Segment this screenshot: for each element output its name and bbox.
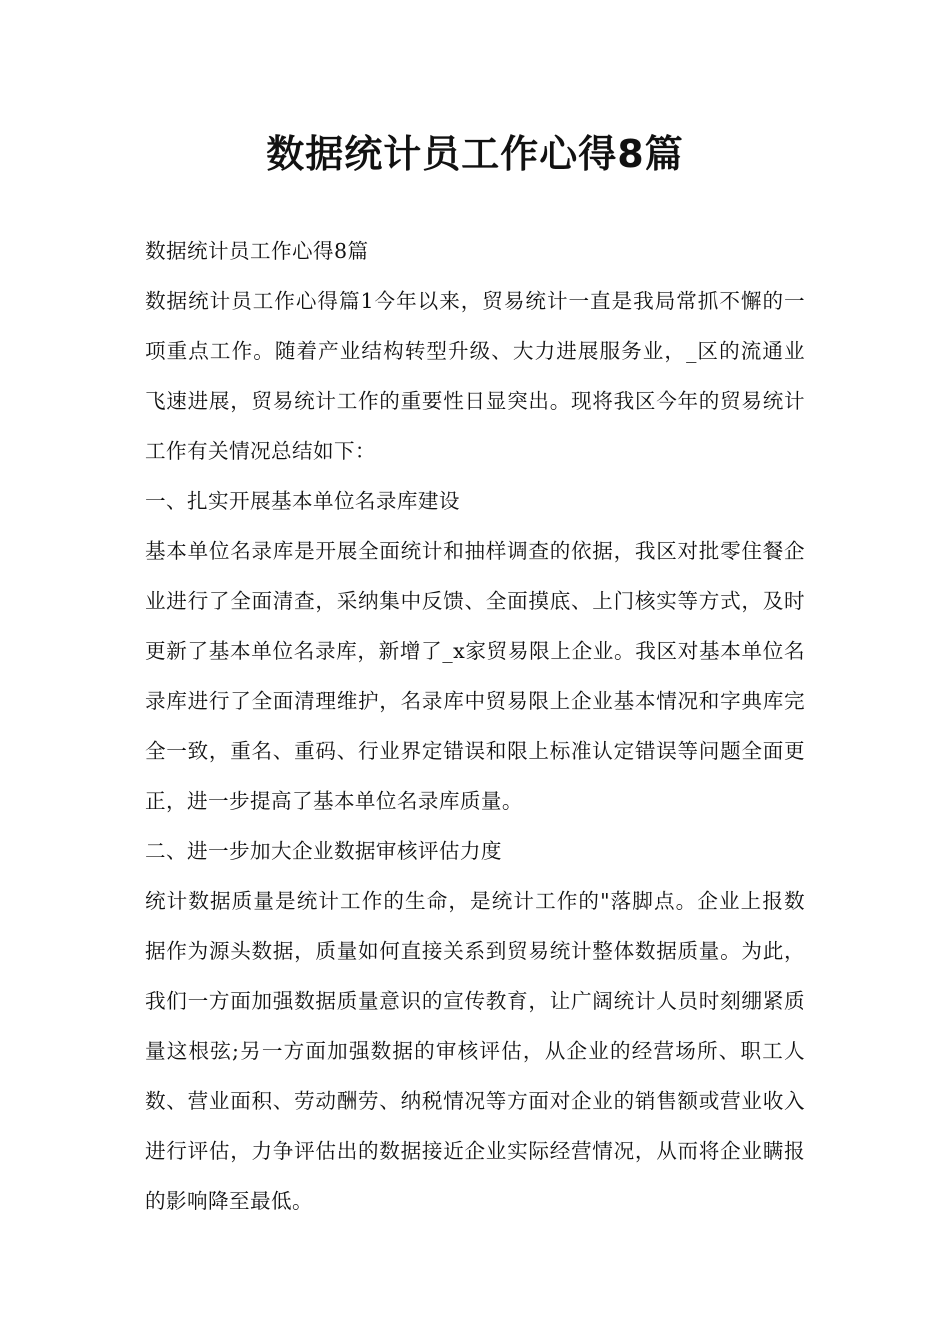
document-title: 数据统计员工作心得8篇 [266, 132, 684, 176]
paragraph-section-1: 基本单位名录库是开展全面统计和抽样调查的依据，我区对批零住餐企业进行了全面清查，采纳集中反馈、全面摸底、上门核实等方式，及时更新了基本单位名录库，新增了_x家贸易限上企业。我区对基本单位名录库进行了全面清理维护，名录库中贸易限上企业基本情况和字典库完全一致，重名、重码、行业界定错误和限上标准认定错误等问题全面更正，进一步提高了基本单位名录库质量。 [145, 539, 805, 813]
section-heading-2: 二、进一步加大企业数据审核评估力度 [145, 839, 502, 863]
paragraph-intro: 数据统计员工作心得篇1今年以来，贸易统计一直是我局常抓不懈的一项重点工作。随着产业结构转型升级、大力进展服务业，_区的流通业飞速进展，贸易统计工作的重要性日显突出。现将我区今年的贸易统计工作有关情况总结如下： [145, 289, 805, 463]
paragraph-subtitle: 数据统计员工作心得8篇 [145, 239, 369, 263]
section-heading-1: 一、扎实开展基本单位名录库建设 [145, 489, 460, 513]
paragraph-section-2: 统计数据质量是统计工作的生命，是统计工作的"落脚点。企业上报数据作为源头数据，质量如何直接关系到贸易统计整体数据质量。为此，我们一方面加强数据质量意识的宣传教育，让广阔统计人员时刻绷紧质量这根弦;另一方面加强数据的审核评估，从企业的经营场所、职工人数、营业面积、劳动酬劳、纳税情况等方面对企业的销售额或营业收入进行评估，力争评估出的数据接近企业实际经营情况，从而将企业瞒报的影响降至最低。 [145, 889, 805, 1213]
document-body [145, 226, 805, 1226]
